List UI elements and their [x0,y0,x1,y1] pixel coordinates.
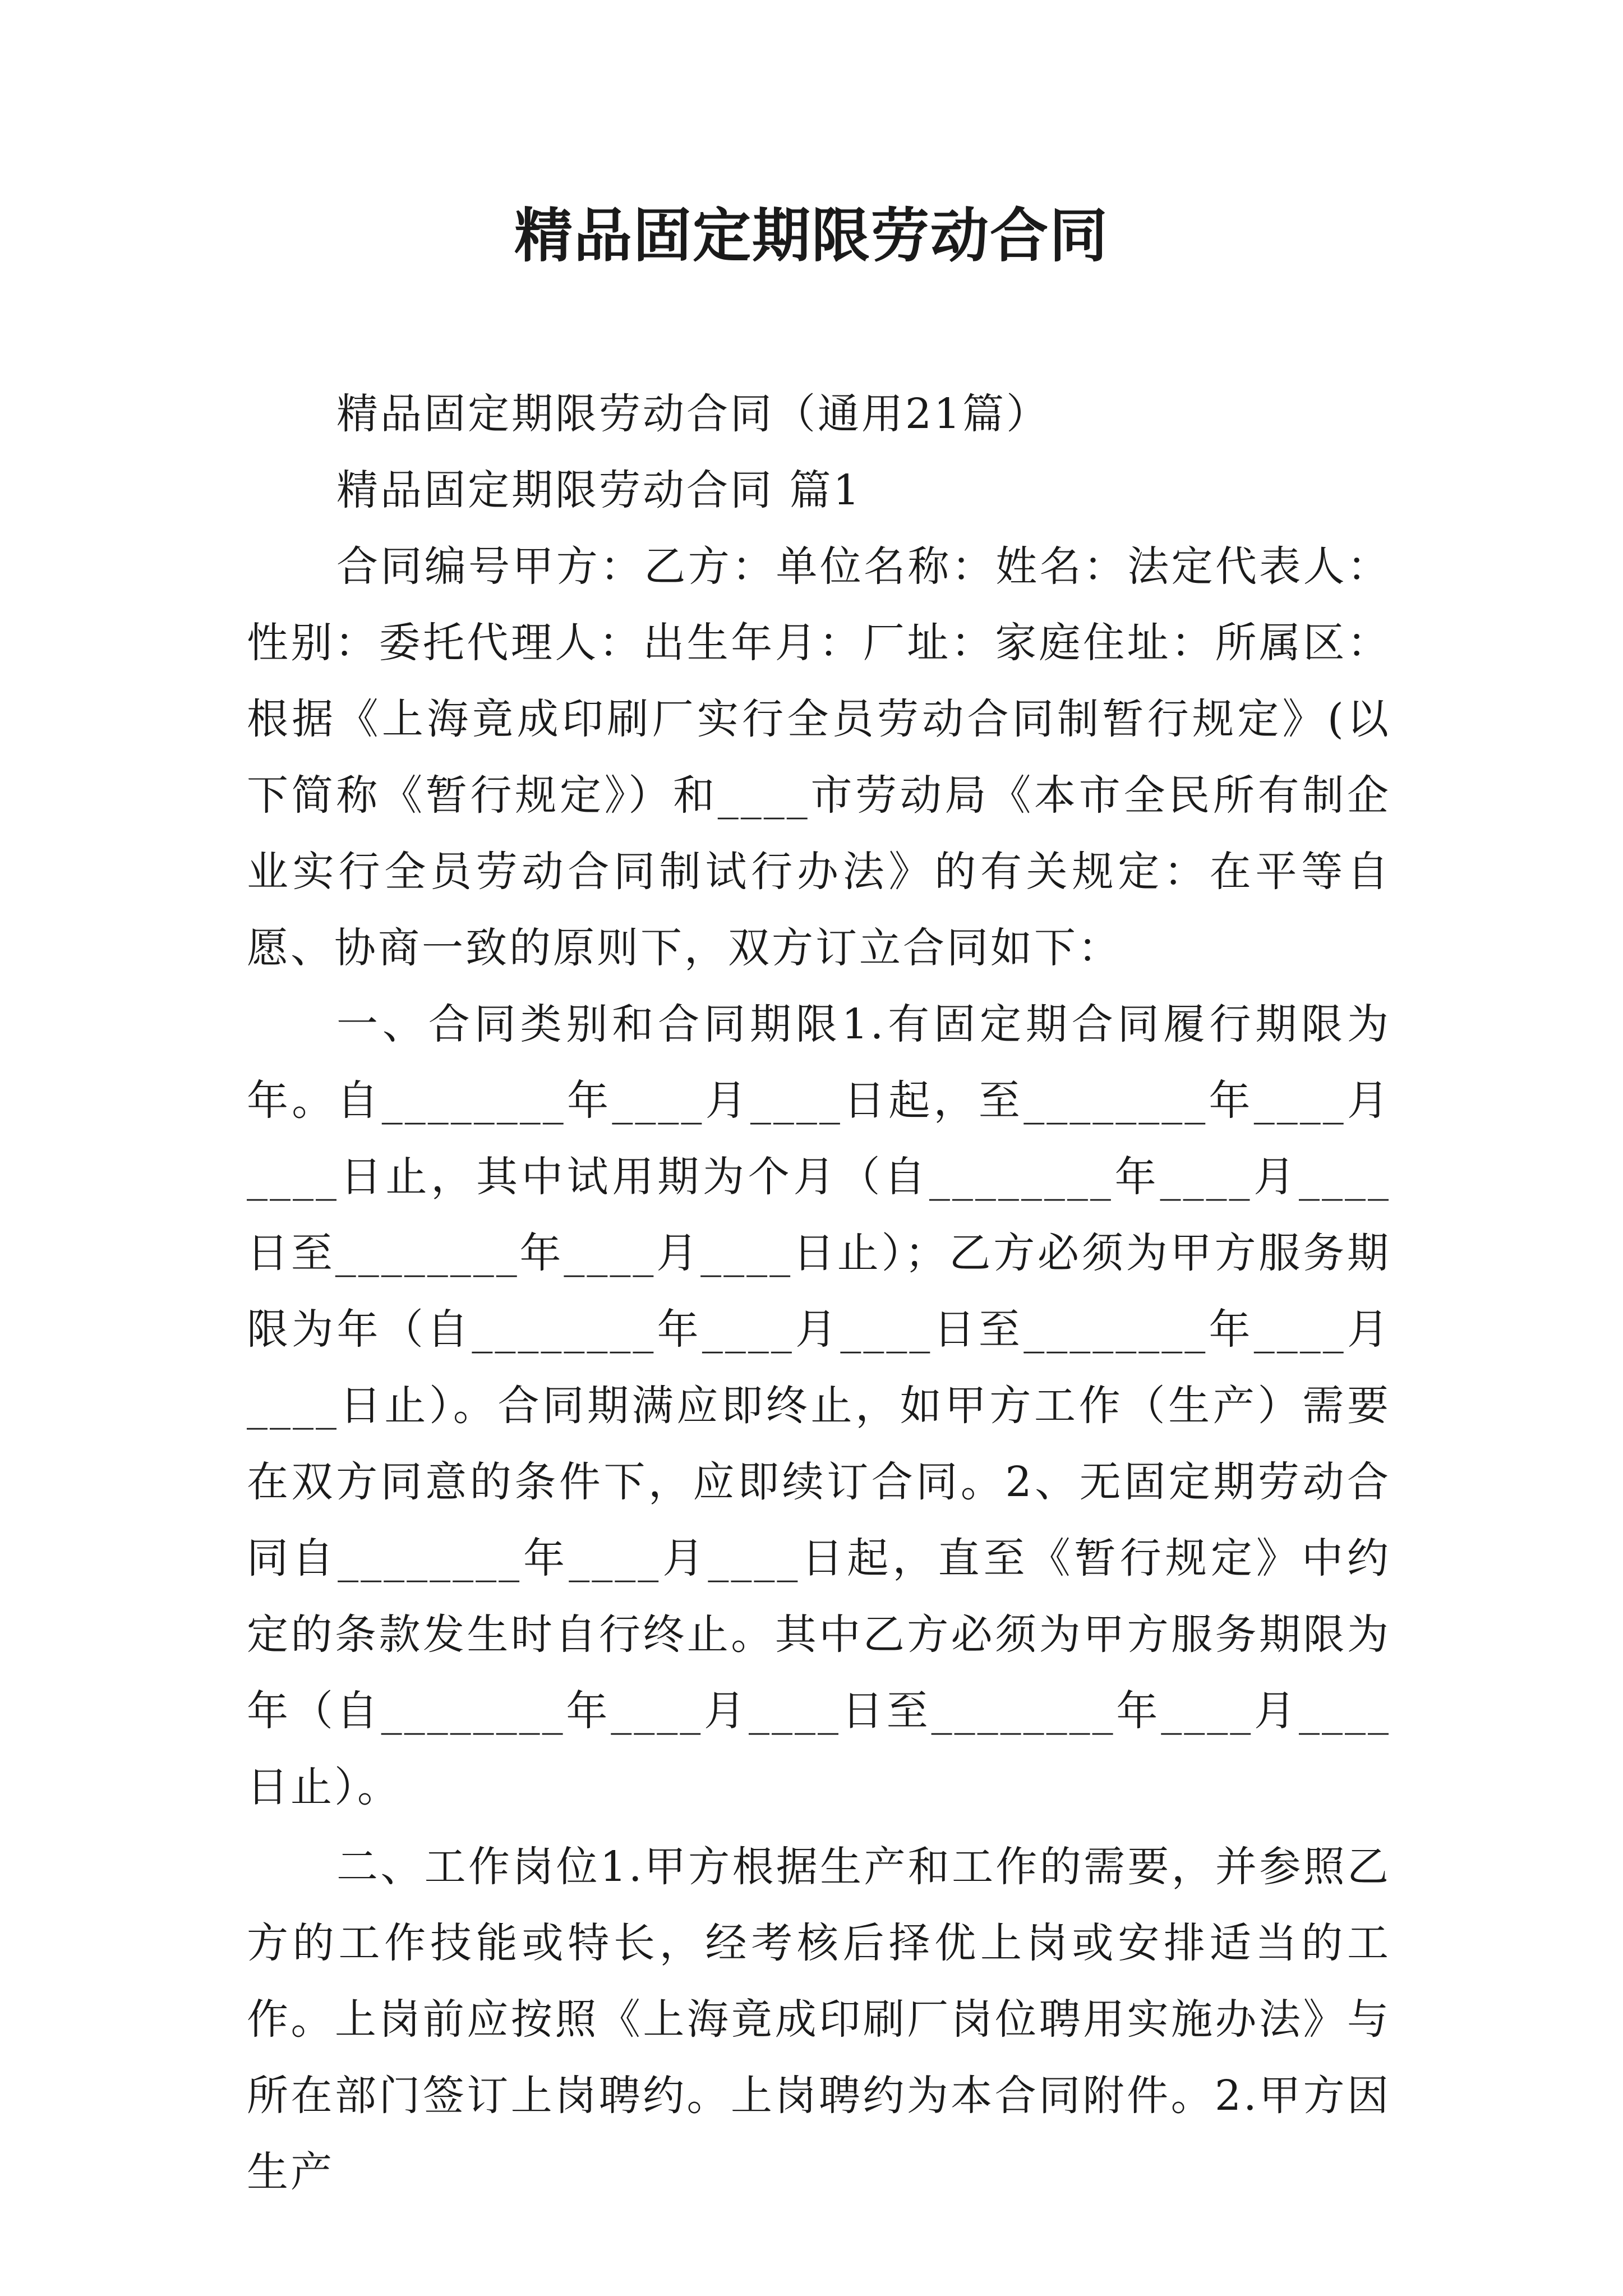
document-title: 精品固定期限劳动合同 [514,201,1109,270]
document-subtitle: 精品固定期限劳动合同（通用21篇） [336,390,1050,438]
job-position-paragraph: 二、工作岗位1.甲方根据生产和工作的需要，并参照乙方的工作技能或特长，经考核后择优上岗或安排适当的工作。上岗前应按照《上海竟成印刷厂岗位聘用实施办法》与所在部门签订上岗聘约。上岗聘约为本合同附件。2.甲方因生产 [247,1843,1391,2196]
contract-parties-paragraph: 合同编号甲方：乙方：单位名称：姓名：法定代表人：性别：委托代理人：出生年月：厂址：家庭住址：所属区：根据《上海竟成印刷厂实行全员劳动合同制暂行规定》(以下简称《暂行规定》）和____市劳动局《本市全民所有制企业实行全员劳动合同制试行办法》的有关规定：在平等自愿、协商一致的原则下，双方订立合同如下： [247,542,1391,972]
document-body [247,376,1391,2210]
section-heading: 精品固定期限劳动合同 篇1 [336,466,862,514]
contract-term-paragraph: 一、合同类别和合同期限1.有固定期合同履行期限为年。自________年____月____日起，至________年____月____日止，其中试用期为个月（自________年____月____日至________年____月____日止）；乙方必须为甲方服务期限为年（自________年____月____日至________年____月____日止）。合同期满应即终止，如甲方工作（生产）需要在双方同意的条件下，应即续订合同。2、无固定期劳动合同自________年____月____日起，直至《暂行规定》中约定的条款发生时自行终止。其中乙方必须为甲方服务期限为年（自________年____月____日至________年____月____日止）。 [247,1000,1391,1811]
